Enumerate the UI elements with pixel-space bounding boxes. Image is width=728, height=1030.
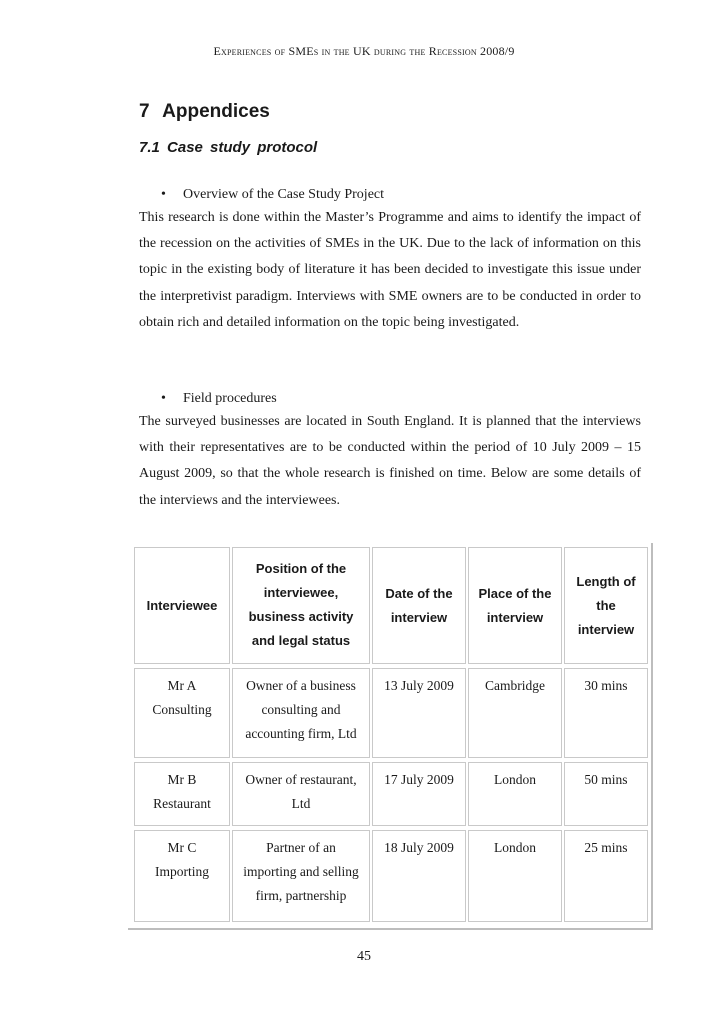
cell-text: importing and selling	[243, 864, 359, 879]
table-cell-length	[564, 762, 648, 826]
table-header-place	[468, 547, 562, 664]
cell-text: Owner of restaurant,	[245, 772, 357, 787]
cell-text: Ltd	[291, 796, 311, 811]
table-cell-date	[372, 830, 466, 922]
cell-text: accounting firm, Ltd	[245, 726, 357, 741]
cell-text: 30 mins	[584, 678, 628, 693]
cell-text: Cambridge	[485, 678, 545, 693]
cell-text: Mr A	[167, 678, 197, 693]
page-number: 45	[357, 949, 371, 964]
header-text: Place of the	[478, 586, 552, 601]
section-heading: 7.1 Case study protocol	[139, 139, 318, 156]
header-text: Position of the	[255, 561, 347, 576]
table-header-interviewee	[134, 547, 230, 664]
cell-text: London	[494, 772, 536, 787]
cell-text: Importing	[155, 864, 209, 879]
cell-text: 17 July 2009	[384, 772, 454, 787]
header-text: the	[596, 598, 616, 613]
table-cell-place	[468, 830, 562, 922]
table-cell-place	[468, 762, 562, 826]
cell-text: consulting and	[261, 702, 341, 717]
paragraph-field-procedures: The surveyed businesses are located in South England. It is planned that the interviews with their representatives are to be conducted within the period of 10 July 2009 – 15 August 2009, so that the whole research is finished on time. Below are some details of the interviews and the interviewees.	[139, 414, 641, 508]
cell-text: Consulting	[152, 702, 212, 717]
table-cell-place	[468, 668, 562, 758]
table-cell-position	[232, 830, 370, 922]
chapter-heading: 7 Appendices	[139, 101, 270, 122]
cell-text: Owner of a business	[246, 678, 356, 693]
header-text: interview	[486, 610, 544, 625]
header-text: business activity	[248, 609, 354, 624]
header-text: Date of the	[385, 586, 453, 601]
header-text: Interviewee	[146, 598, 218, 613]
cell-text: Partner of an	[266, 840, 336, 855]
table-cell-length	[564, 668, 648, 758]
table-cell-position	[232, 762, 370, 826]
header-text: interviewee,	[263, 585, 339, 600]
header-text: Length of	[576, 574, 636, 589]
cell-text: 13 July 2009	[384, 678, 454, 693]
cell-text: 50 mins	[584, 772, 628, 787]
table-cell-length	[564, 830, 648, 922]
table-cell-position	[232, 668, 370, 758]
cell-text: London	[494, 840, 536, 855]
bullet-overview	[161, 187, 384, 203]
bullet-dot: •	[161, 187, 166, 202]
running-header	[0, 44, 728, 59]
running-header-text: Experiences of SMEs in the UK during the Recession 2008/9	[213, 44, 515, 58]
header-text: and legal status	[251, 633, 351, 648]
paragraph-overview: This research is done within the Master’s Programme and aims to identify the impact of the recession on the activities of SMEs in the UK. Due to the lack of information on this topic in the existing body of literature it has been decided to investigate this issue under the interpretivist paradigm. Interviews with SME owners are to be conducted in order to obtain rich and detailed information on the topic being investigated.	[139, 210, 641, 330]
interview-table	[128, 543, 653, 930]
cell-text: Restaurant	[153, 796, 211, 811]
cell-text: 25 mins	[584, 840, 628, 855]
cell-text: firm, partnership	[255, 888, 347, 903]
header-text: interview	[390, 610, 448, 625]
bullet-dot: •	[161, 391, 166, 406]
table-header-length	[564, 547, 648, 664]
table-cell-interviewee	[134, 830, 230, 922]
bullet-field-procedures	[161, 391, 277, 407]
bullet-field-procedures-text: Field procedures	[183, 391, 277, 406]
table-header-position	[232, 547, 370, 664]
cell-text: Mr C	[167, 840, 197, 855]
cell-text: 18 July 2009	[384, 840, 454, 855]
header-text: interview	[577, 622, 635, 637]
table-cell-date	[372, 668, 466, 758]
bullet-overview-text: Overview of the Case Study Project	[183, 187, 385, 202]
table-cell-interviewee	[134, 668, 230, 758]
table-cell-interviewee	[134, 762, 230, 826]
table-header-date	[372, 547, 466, 664]
table-cell-date	[372, 762, 466, 826]
cell-text: Mr B	[167, 772, 197, 787]
